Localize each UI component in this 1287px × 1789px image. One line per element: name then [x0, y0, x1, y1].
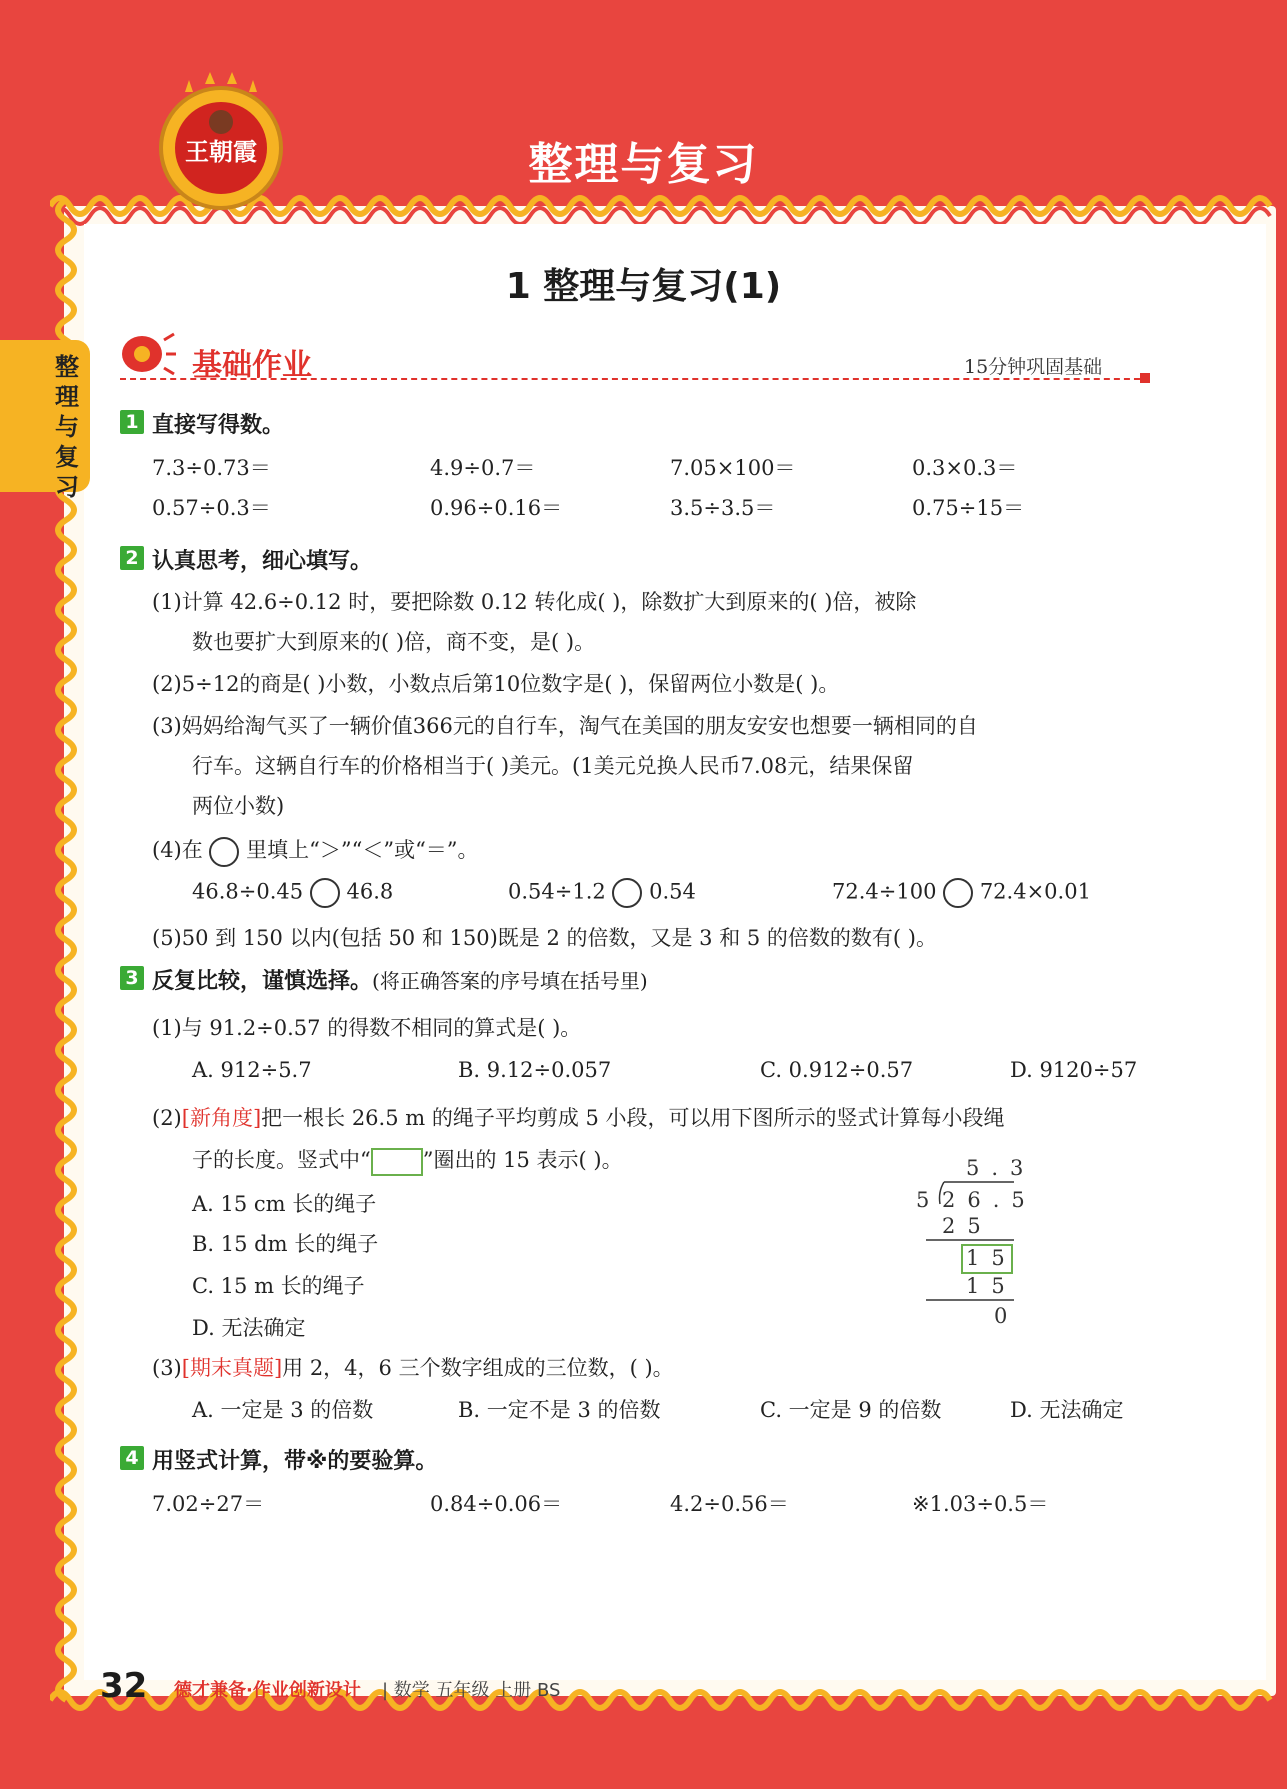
answer-circle[interactable]: [310, 878, 340, 908]
compare-right: 72.4×0.01: [979, 879, 1091, 904]
option: B. 一定不是 3 的倍数: [458, 1398, 661, 1422]
math-item: 7.3÷0.73＝: [152, 456, 271, 480]
math-item: 3.5÷3.5＝: [670, 496, 776, 520]
instruction-post: 里填上“＞”“＜”或“＝”。: [246, 838, 479, 862]
division-remainder: 0: [994, 1304, 1020, 1328]
math-item: 0.75÷15＝: [912, 496, 1025, 520]
division-divisor: 5: [916, 1188, 942, 1212]
compare-circle-icon: [209, 837, 239, 867]
question-heading: [152, 964, 648, 995]
division-row: 15: [966, 1274, 1017, 1298]
math-item: 7.02÷27＝: [152, 1492, 265, 1516]
question-heading: 直接写得数。: [152, 413, 285, 438]
lesson-title: 1 整理与复习(1): [505, 266, 782, 307]
option: A. 15 cm 长的绳子: [192, 1192, 377, 1216]
division-quotient: 5.3: [966, 1156, 1036, 1180]
tag-new-angle: [新角度]: [181, 1106, 262, 1130]
question-text-line: ”圈出的 15 表示( )。: [422, 1148, 623, 1172]
section-divider: [120, 378, 1150, 382]
math-item: 0.57÷0.3＝: [152, 496, 271, 520]
option: D. 9120÷57: [1010, 1058, 1138, 1082]
compare-item: [192, 878, 393, 908]
question-number: 2: [120, 546, 144, 570]
math-item: 0.3×0.3＝: [912, 456, 1018, 480]
question-heading-text: 反复比较，谨慎选择。: [152, 969, 373, 994]
question-text: [152, 1352, 674, 1382]
option: D. 无法确定: [192, 1316, 306, 1340]
question-text: (1)与 91.2÷0.57 的得数不相同的算式是( )。: [152, 1016, 582, 1040]
question-text: 行车。这辆自行车的价格相当于( )美元。(1美元兑换人民币7.08元，结果保留: [192, 754, 914, 778]
trumpet-icon: [118, 330, 178, 380]
section-label: 基础作业: [192, 348, 312, 383]
question-number: 3: [120, 966, 144, 990]
math-item: 4.9÷0.7＝: [430, 456, 536, 480]
side-tab-label: 整理与复习: [55, 353, 79, 501]
division-row: 15: [966, 1246, 1017, 1270]
question-heading: 用竖式计算，带※的要验算。: [152, 1449, 438, 1474]
option: C. 0.912÷0.57: [760, 1058, 914, 1082]
option: A. 912÷5.7: [192, 1058, 312, 1082]
instruction-pre: (4)在: [152, 838, 203, 862]
section-divider-end: [1140, 373, 1150, 383]
math-item: 7.05×100＝: [670, 456, 796, 480]
option: C. 15 m 长的绳子: [192, 1274, 365, 1298]
chapter-title: 整理与复习: [528, 139, 759, 190]
question-text: (3)妈妈给淘气买了一辆价值366元的自行车，淘气在美国的朋友安安也想要一辆相同的自: [152, 714, 978, 738]
footer-info: | 数学 五年级 上册 BS: [382, 1680, 561, 1701]
compare-item: [832, 878, 1091, 908]
division-dividend: 26.5: [942, 1188, 1037, 1212]
question-heading-note: (将正确答案的序号填在括号里): [372, 969, 648, 993]
option: C. 一定是 9 的倍数: [760, 1398, 942, 1422]
compare-left: 46.8÷0.45: [192, 879, 304, 904]
division-row: 25: [942, 1214, 993, 1238]
option: A. 一定是 3 的倍数: [192, 1398, 374, 1422]
tag-final-exam: [期末真题]: [181, 1356, 283, 1380]
sub-number: (2): [152, 1106, 182, 1130]
sub-number: (3): [152, 1356, 182, 1380]
long-division: [910, 1152, 1050, 1332]
compare-right: 0.54: [649, 879, 696, 904]
math-item: ※1.03÷0.5＝: [912, 1492, 1049, 1516]
question-text: 两位小数): [192, 794, 285, 818]
question-text: (1)计算 42.6÷0.12 时，要把除数 0.12 转化成( )，除数扩大到原来的( )倍，被除: [152, 590, 917, 614]
option: D. 无法确定: [1010, 1398, 1124, 1422]
compare-item: [508, 878, 696, 908]
section-note: 15分钟巩固基础: [964, 356, 1103, 378]
question-text: (2)5÷12的商是( )小数，小数点后第10位数字是( )，保留两位小数是( )。: [152, 672, 840, 696]
option: B. 15 dm 长的绳子: [192, 1232, 379, 1256]
question-text-line: 子的长度。竖式中“: [192, 1148, 371, 1172]
math-item: 0.84÷0.06＝: [430, 1492, 563, 1516]
math-item: 0.96÷0.16＝: [430, 496, 563, 520]
question-number: 4: [120, 1446, 144, 1470]
question-text: [152, 1102, 1005, 1132]
question-text: 数也要扩大到原来的( )倍，商不变，是( )。: [192, 630, 596, 654]
answer-circle[interactable]: [943, 878, 973, 908]
question-text-line: 把一根长 26.5 m 的绳子平均剪成 5 小段，可以用下图所示的竖式计算每小段绳: [261, 1106, 1005, 1130]
page-number: 32: [100, 1666, 148, 1706]
question-text: [152, 834, 479, 867]
question-number: 1: [120, 410, 144, 434]
question-text-line: 用 2，4，6 三个数字组成的三位数，( )。: [282, 1356, 674, 1380]
question-heading: 认真思考，细心填写。: [152, 549, 373, 574]
footer-brand: 德才兼备·作业创新设计: [174, 1680, 361, 1701]
option: B. 9.12÷0.057: [458, 1058, 612, 1082]
question-text: (5)50 到 150 以内(包括 50 和 150)既是 2 的倍数，又是 3 和 5 的倍数的数有( )。: [152, 926, 937, 950]
math-item: 4.2÷0.56＝: [670, 1492, 789, 1516]
compare-left: 0.54÷1.2: [508, 879, 606, 904]
svg-text:王朝霞: 王朝霞: [185, 137, 257, 166]
compare-left: 72.4÷100: [832, 879, 937, 904]
answer-circle[interactable]: [612, 878, 642, 908]
compare-right: 46.8: [346, 879, 394, 904]
green-box-icon: [371, 1148, 423, 1176]
question-text: [192, 1144, 623, 1176]
